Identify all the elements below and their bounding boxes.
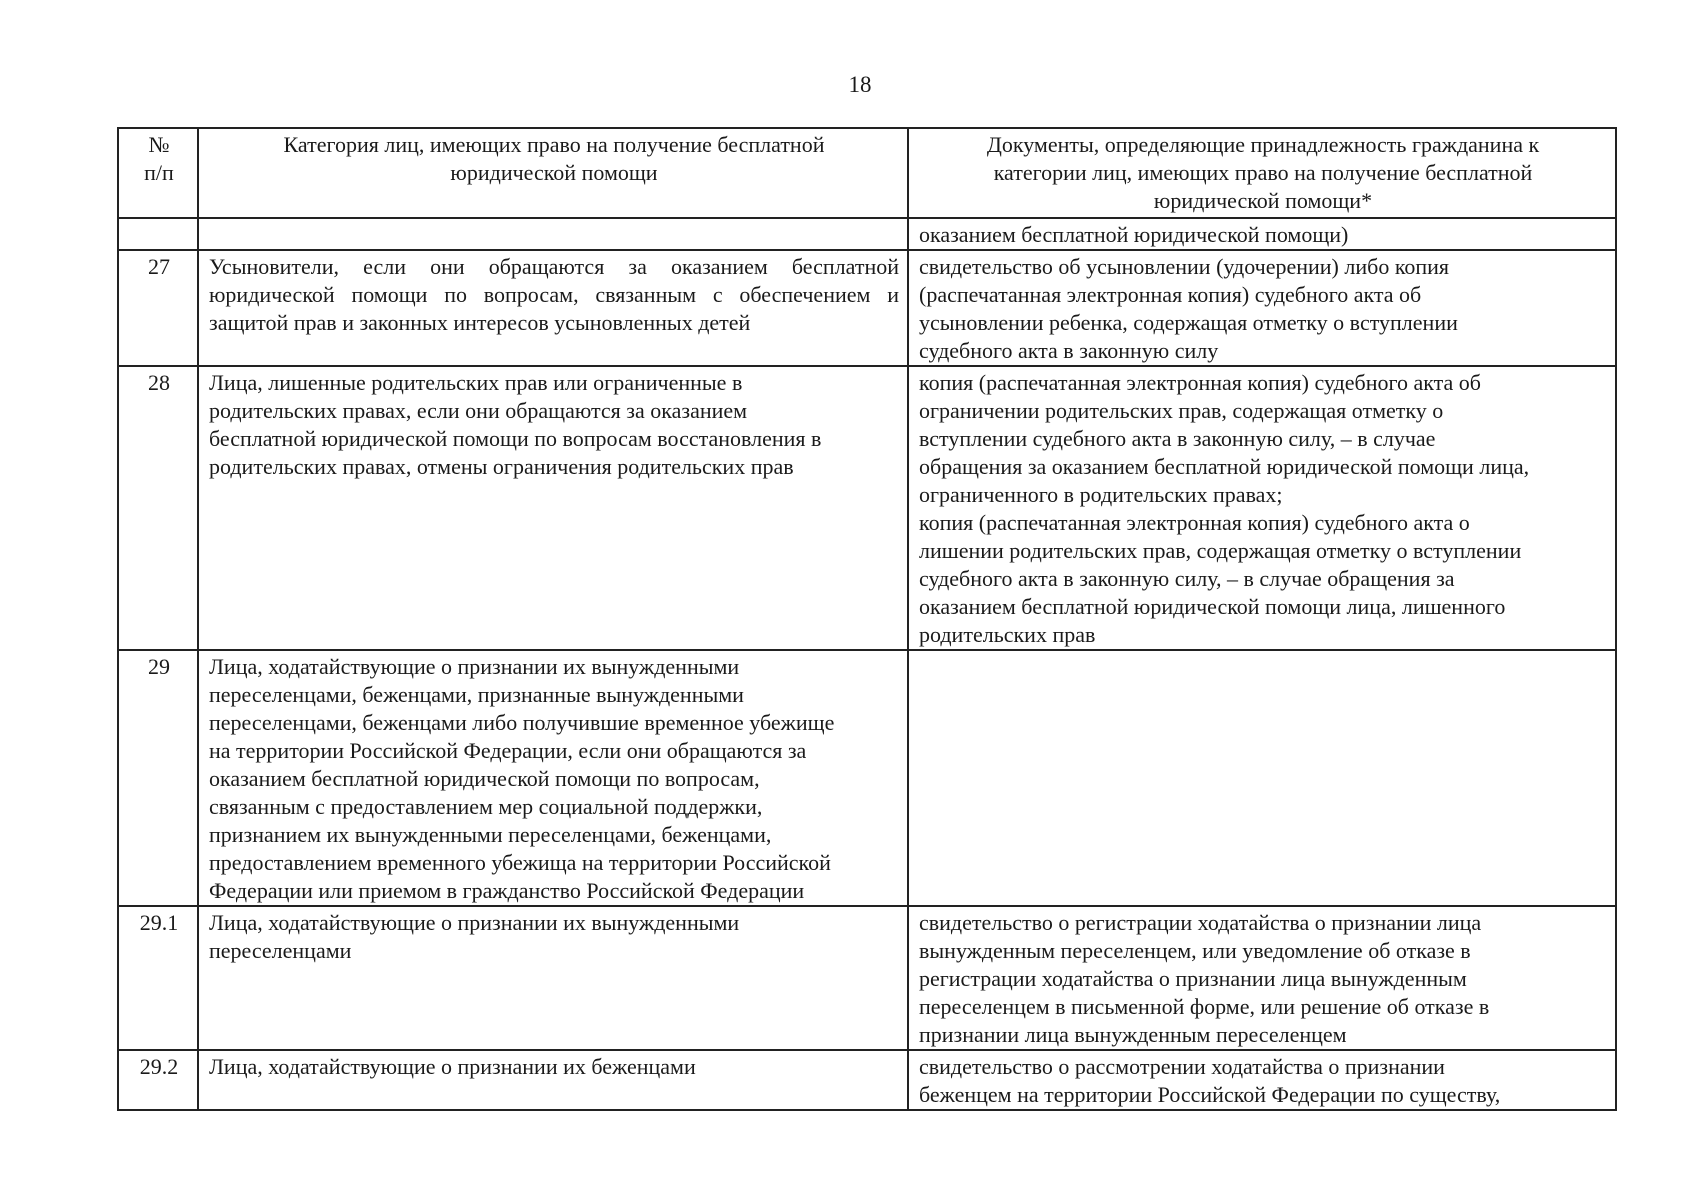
row-category [198, 218, 908, 250]
header-documents: Документы, определяющие принадлежность гражданина к категории лиц, имеющих право на получение бесплатной юридической помощи* [908, 128, 1616, 218]
table-row [118, 1050, 1616, 1110]
row-documents: свидетельство о регистрации ходатайства о признании лица вынужденным переселенцем, или уведомление об отказе в регистрации ходатайства о признании лица вынужденным переселенцем в письменной форме, или решение об отказе в признании лица вынужденным переселенцем [908, 906, 1616, 1050]
row-number: 27 [118, 250, 198, 366]
table-header-row [118, 128, 1616, 218]
row-documents [908, 650, 1616, 906]
table-row-continuation [118, 218, 1616, 250]
row-category: Усыновители, если они обращаются за оказанием бесплатной юридической помощи по вопросам, связанным с обеспечением и защитой прав и законных интересов усыновленных детей [198, 250, 908, 366]
page-number: 18 [848, 72, 872, 97]
header-number: № п/п [118, 128, 198, 218]
row-category: Лица, ходатайствующие о признании их вынужденными переселенцами, беженцами, признанные вынужденными переселенцами, беженцами либо получившие временное убежище на территории Российской Федерации, если они обращаются за оказанием бесплатной юридической помощи по вопросам, связанным с предоставлением мер социальной поддержки, признанием их вынужденными переселенцами, беженцами, предоставлением временного убежища на территории Российской Федерации или приемом в гражданство Российской Федерации [198, 650, 908, 906]
row-documents: копия (распечатанная электронная копия) судебного акта об ограничении родительских прав, содержащая отметку о вступлении судебного акта в законную силу, – в случае обращения за оказанием бесплатной юридической помощи лица, ограниченного в родительских правах; копия (распечатанная электронная копия) судебного акта о лишении родительских прав, содержащая отметку о вступлении судебного акта в законную силу, – в случае обращения за оказанием бесплатной юридической помощи лица, лишенного родительских прав [908, 366, 1616, 650]
table-row [118, 250, 1616, 366]
row-category: Лица, ходатайствующие о признании их беженцами [198, 1050, 908, 1110]
row-documents: оказанием бесплатной юридической помощи) [908, 218, 1616, 250]
row-number: 29 [118, 650, 198, 906]
row-number: 29.1 [118, 906, 198, 1050]
table-row [118, 906, 1616, 1050]
row-documents: свидетельство об усыновлении (удочерении) либо копия (распечатанная электронная копия) судебного акта об усыновлении ребенка, содержащая отметку о вступлении судебного акта в законную силу [908, 250, 1616, 366]
row-category: Лица, ходатайствующие о признании их вынужденными переселенцами [198, 906, 908, 1050]
header-category: Категория лиц, имеющих право на получение бесплатной юридической помощи [198, 128, 908, 218]
row-number: 29.2 [118, 1050, 198, 1110]
row-documents: свидетельство о рассмотрении ходатайства о признании беженцем на территории Российской Федерации по существу, [908, 1050, 1616, 1110]
row-number: 28 [118, 366, 198, 650]
table-row [118, 650, 1616, 906]
table-row [118, 366, 1616, 650]
row-category: Лица, лишенные родительских прав или ограниченные в родительских правах, если они обращаются за оказанием бесплатной юридической помощи по вопросам восстановления в родительских правах, отмены ограничения родительских прав [198, 366, 908, 650]
legal-aid-table [117, 127, 1617, 1111]
row-number [118, 218, 198, 250]
